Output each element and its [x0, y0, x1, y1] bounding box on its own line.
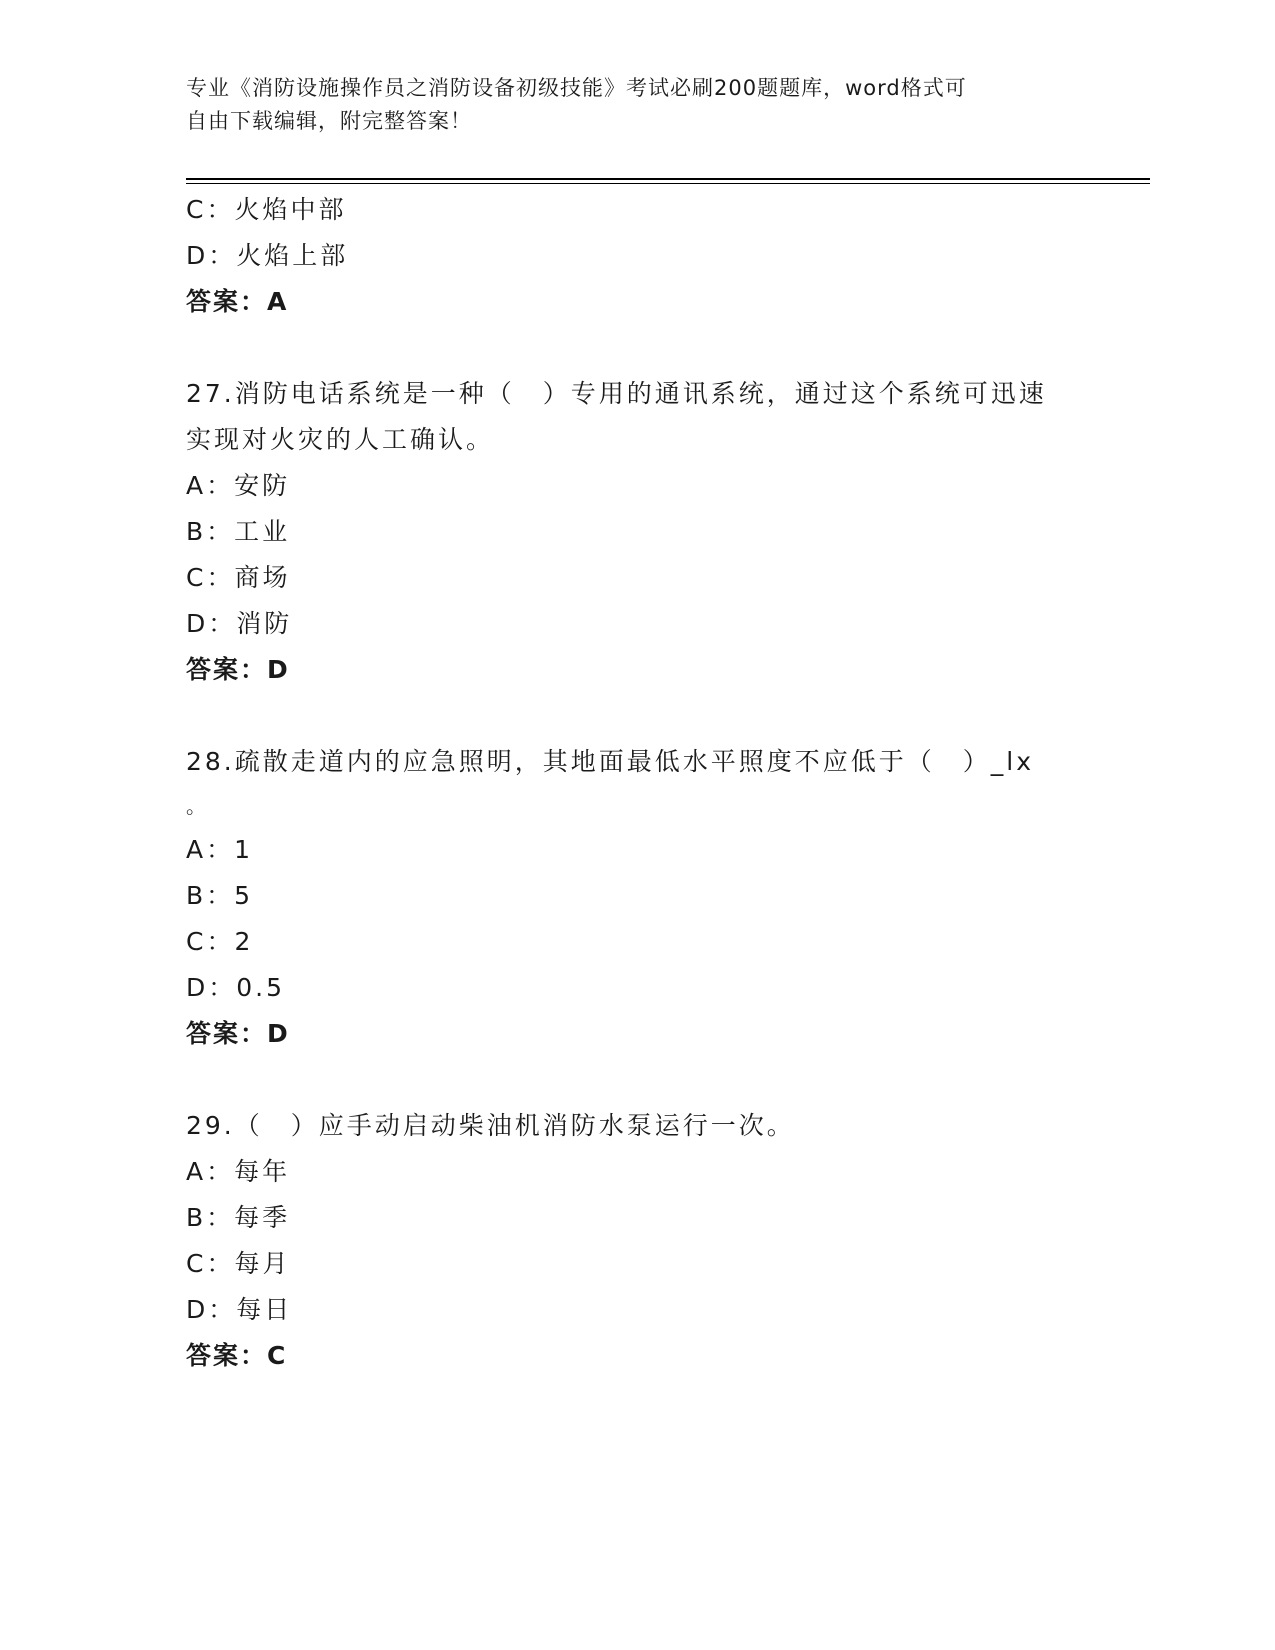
- spacer: [186, 325, 1086, 371]
- question-27-text-cont: 实现对火灾的人工确认。: [186, 425, 495, 454]
- option-c: C：火焰中部: [186, 195, 347, 224]
- question-content: [186, 187, 1086, 1379]
- option-b: B：每季: [186, 1203, 291, 1232]
- option-a: A：1: [186, 835, 254, 864]
- question-28-text: 28.疏散走道内的应急照明，其地面最低水平照度不应低于（ ）_lx: [186, 747, 1035, 776]
- option-b: B：5: [186, 881, 254, 910]
- answer-line: 答案：D: [186, 655, 290, 684]
- option-d: D：火焰上部: [186, 241, 349, 270]
- answer-line: 答案：C: [186, 1341, 288, 1370]
- header-divider-thin: [186, 183, 1150, 184]
- question-29-text: 29.（ ）应手动启动柴油机消防水泵运行一次。: [186, 1111, 795, 1140]
- option-b: B：工业: [186, 517, 291, 546]
- spacer: [186, 693, 1086, 739]
- header-line-1: 专业《消防设施操作员之消防设备初级技能》考试必刷200题题库，word格式可: [186, 76, 967, 100]
- answer-line: 答案：A: [186, 287, 289, 316]
- option-c: C：每月: [186, 1249, 291, 1278]
- document-header: [186, 72, 1066, 138]
- question-27-text: 27.消防电话系统是一种（ ）专用的通讯系统，通过这个系统可迅速: [186, 379, 1047, 408]
- option-d: D：每日: [186, 1295, 293, 1324]
- option-d: D：0.5: [186, 973, 286, 1002]
- option-d: D：消防: [186, 609, 293, 638]
- option-a: A：每年: [186, 1157, 291, 1186]
- header-line-2: 自由下载编辑，附完整答案！: [186, 109, 472, 133]
- option-a: A：安防: [186, 471, 291, 500]
- question-28-text-cont: 。: [186, 794, 209, 818]
- option-c: C：2: [186, 927, 254, 956]
- header-divider-thick: [186, 178, 1150, 180]
- spacer: [186, 1057, 1086, 1103]
- option-c: C：商场: [186, 563, 291, 592]
- answer-line: 答案：D: [186, 1019, 290, 1048]
